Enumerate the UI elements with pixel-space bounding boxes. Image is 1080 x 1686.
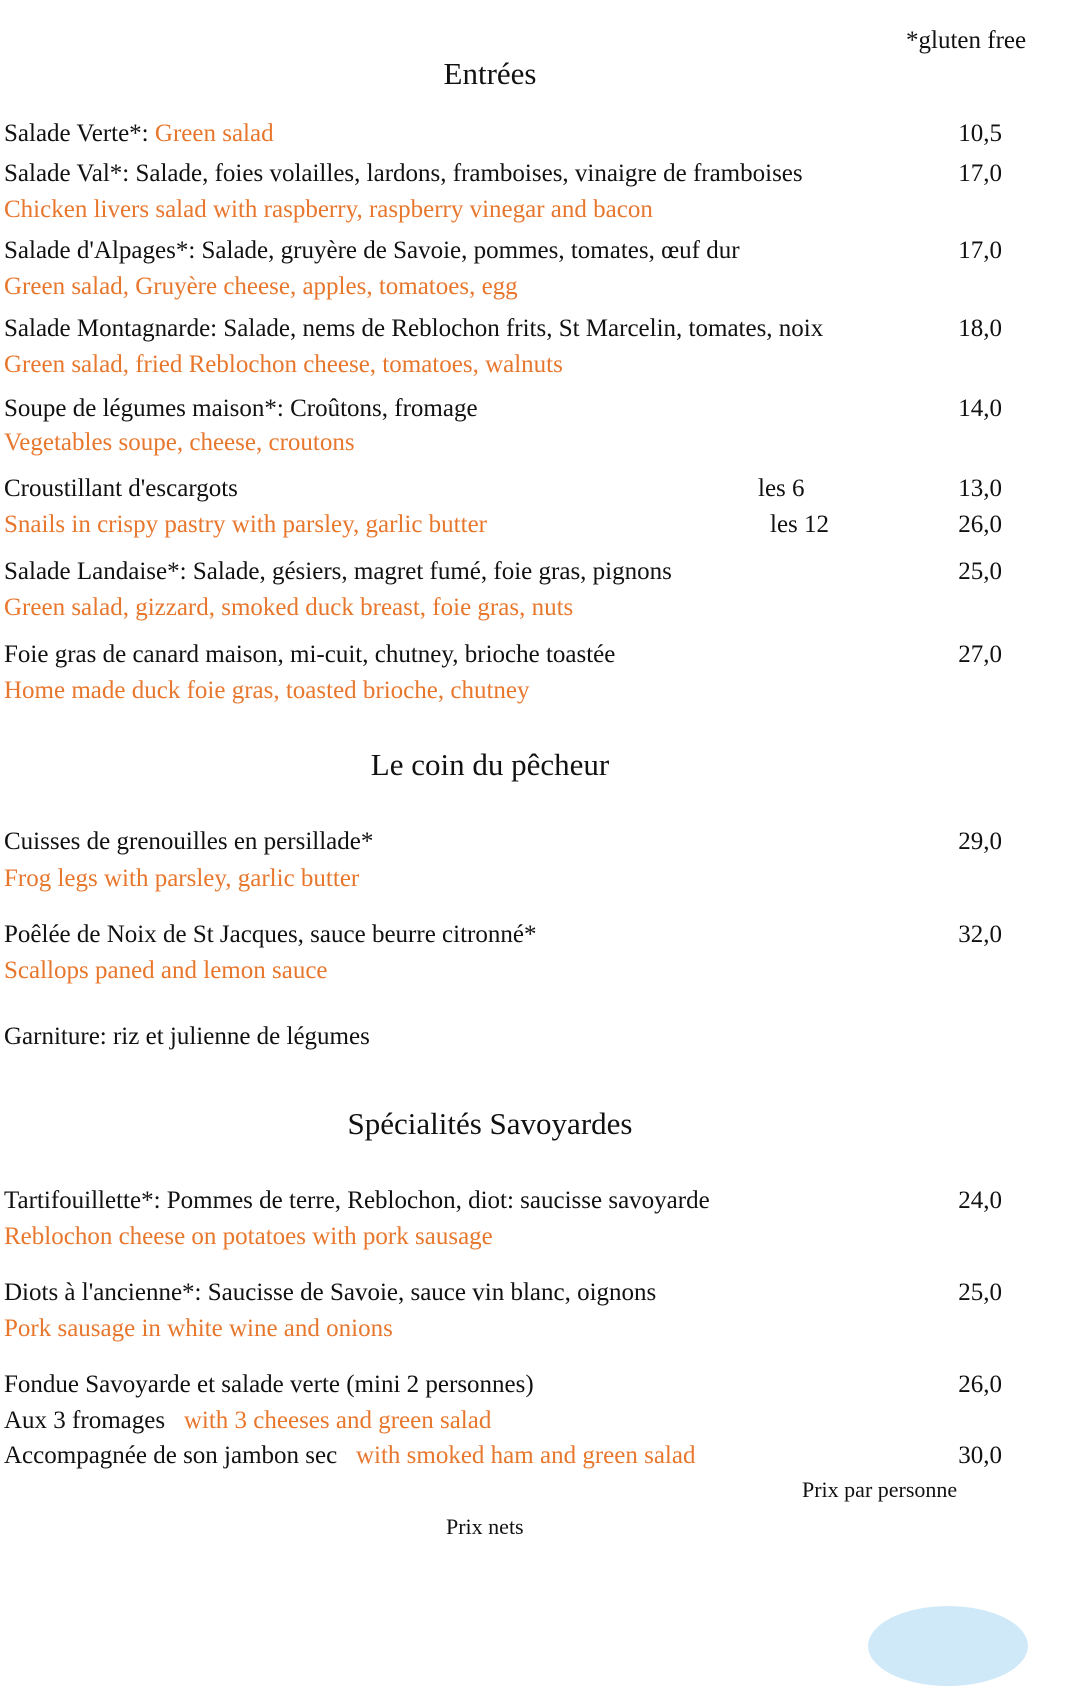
item-description-en: Green salad, Gruyère cheese, apples, tomatoes, egg	[4, 273, 518, 300]
item-description-fr: Salade Val*: Salade, foies volailles, lardons, framboises, vinaigre de framboises	[4, 160, 803, 187]
item-price: 27,0	[958, 641, 1002, 668]
item-description-en: Green salad, gizzard, smoked duck breast, foie gras, nuts	[4, 594, 574, 621]
item-description-fr: Tartifouillette*: Pommes de terre, Reblochon, diot: saucisse savoyarde	[4, 1187, 710, 1214]
item-description-fr: Soupe de légumes maison*: Croûtons, fromage	[4, 395, 478, 422]
item-price: 18,0	[958, 315, 1002, 342]
item-quantity-6: les 6	[758, 475, 805, 502]
item-price-jambon: 30,0	[958, 1442, 1002, 1469]
item-price: 24,0	[958, 1187, 1002, 1214]
item-description-fr: Diots à l'ancienne*: Saucisse de Savoie, sauce vin blanc, oignons	[4, 1279, 657, 1306]
section-title-pecheur: Le coin du pêcheur	[370, 747, 610, 782]
item-description-en: Green salad, fried Reblochon cheese, tomatoes, walnuts	[4, 351, 563, 378]
item-description-en: Reblochon cheese on potatoes with pork sausage	[4, 1223, 493, 1250]
prix-nets-note: Prix nets	[446, 1514, 524, 1539]
item-description-fr: Salade d'Alpages*: Salade, gruyère de Savoie, pommes, tomates, œuf dur	[4, 237, 740, 264]
floating-action-button[interactable]	[868, 1606, 1028, 1686]
fondue-option-3-fromages	[4, 1408, 491, 1433]
item-quantity-12: les 12	[770, 511, 830, 538]
item-price-3-fromages: 26,0	[958, 1371, 1002, 1398]
section-title-entrees: Entrées	[443, 56, 537, 91]
item-description-fr: Foie gras de canard maison, mi-cuit, chutney, brioche toastée	[4, 641, 616, 668]
garniture-note: Garniture: riz et julienne de légumes	[4, 1023, 370, 1050]
item-description-en: Pork sausage in white wine and onions	[4, 1315, 393, 1342]
item-price: 10,5	[958, 120, 1002, 147]
item-description-en: Scallops paned and lemon sauce	[4, 957, 328, 984]
option-en: with smoked ham and green salad	[355, 1442, 696, 1469]
item-description-fr: Croustillant d'escargots	[4, 475, 238, 502]
section-title-savoyardes: Spécialités Savoyardes	[347, 1106, 633, 1141]
item-price-12: 26,0	[958, 511, 1002, 538]
item-description-fr: Salade Montagnarde: Salade, nems de Reblochon frits, St Marcelin, tomates, noix	[4, 315, 824, 342]
item-description-en: Chicken livers salad with raspberry, raspberry vinegar and bacon	[4, 196, 653, 223]
item-name-en: Green salad	[154, 120, 274, 147]
item-price: 25,0	[958, 1279, 1002, 1306]
item-description-en: Home made duck foie gras, toasted brioche, chutney	[4, 677, 530, 704]
option-fr: Accompagnée de son jambon sec	[4, 1442, 338, 1469]
item-name-fr: Salade Verte*:	[4, 120, 155, 147]
fondue-option-jambon	[4, 1443, 695, 1468]
item-description-fr: Cuisses de grenouilles en persillade*	[4, 828, 374, 855]
option-fr: Aux 3 fromages	[4, 1407, 166, 1434]
item-description-fr: Poêlée de Noix de St Jacques, sauce beurre citronné*	[4, 921, 537, 948]
item-price: 25,0	[958, 558, 1002, 585]
item-description-en: Vegetables soupe, cheese, croutons	[4, 429, 355, 456]
item-description-en: Frog legs with parsley, garlic butter	[4, 865, 360, 892]
item-description-fr: Fondue Savoyarde et salade verte (mini 2 personnes)	[4, 1371, 534, 1398]
item-price: 17,0	[958, 160, 1002, 187]
option-en: with 3 cheeses and green salad	[183, 1407, 492, 1434]
item-price: 29,0	[958, 828, 1002, 855]
gluten-free-note: *gluten free	[906, 27, 1027, 54]
prix-par-personne-note: Prix par personne	[802, 1477, 958, 1502]
item-price: 14,0	[958, 395, 1002, 422]
item-price-6: 13,0	[958, 475, 1002, 502]
item-description-fr: Salade Landaise*: Salade, gésiers, magret fumé, foie gras, pignons	[4, 558, 672, 585]
item-description-en: Snails in crispy pastry with parsley, garlic butter	[4, 511, 487, 538]
item-price: 17,0	[958, 237, 1002, 264]
item-price: 32,0	[958, 921, 1002, 948]
